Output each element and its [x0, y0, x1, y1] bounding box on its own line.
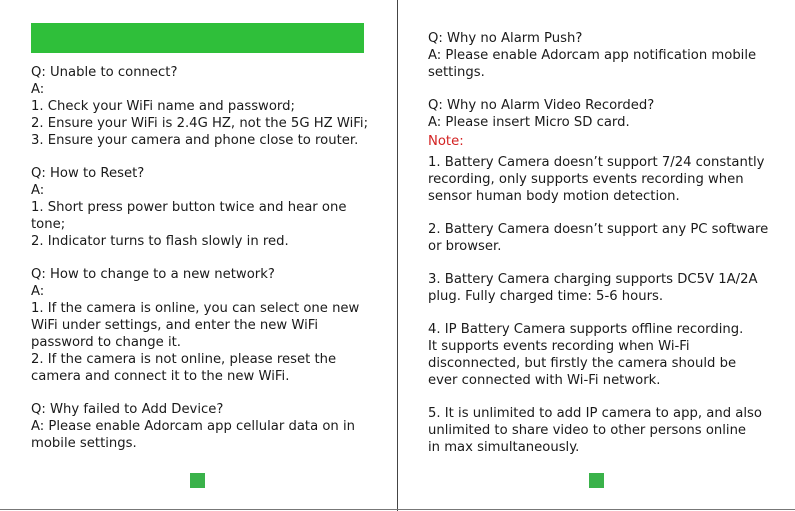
answer-continued: mobile settings.	[31, 436, 137, 451]
note-line: or browser.	[428, 239, 502, 254]
note-1	[428, 154, 778, 205]
note-line: 3. Battery Camera charging supports DC5V 1A/2A	[428, 272, 758, 287]
step-continued: tone;	[31, 217, 66, 232]
note-5	[428, 405, 778, 456]
step: 1. Short press power button twice and hear one	[31, 200, 347, 215]
answer: A: Please insert Micro SD card.	[428, 115, 630, 130]
faq-unable-to-connect	[31, 64, 383, 149]
step-continued: camera and connect it to the new WiFi.	[31, 369, 290, 384]
step-continued: password to change it.	[31, 335, 181, 350]
step-continued: WiFi under settings, and enter the new WiFi	[31, 318, 319, 333]
answer-label: A:	[31, 284, 45, 299]
right-page	[397, 0, 795, 511]
step: 2. If the camera is not online, please reset the	[31, 352, 337, 367]
bottom-rule	[0, 509, 795, 510]
note-line: unlimited to share video to other persons online	[428, 423, 747, 438]
faq-change-network	[31, 266, 383, 385]
note-line: 2. Battery Camera doesn’t support any PC software	[428, 222, 769, 237]
left-page	[0, 0, 397, 511]
right-content	[428, 30, 778, 456]
answer-continued: settings.	[428, 65, 485, 80]
question: Q: How to change to a new network?	[31, 267, 275, 282]
note-line: 4. IP Battery Camera supports offline recording.	[428, 322, 744, 337]
answer: A: Please enable Adorcam app notification mobile	[428, 48, 757, 63]
step: 3. Ensure your camera and phone close to router.	[31, 133, 359, 148]
question: Q: How to Reset?	[31, 166, 145, 181]
step: 2. Ensure your WiFi is 2.4G HZ, not the 5G HZ WiFi;	[31, 116, 369, 131]
note-line: It supports events recording when Wi-Fi	[428, 339, 690, 354]
question: Q: Why no Alarm Push?	[428, 31, 583, 46]
page-marker	[589, 473, 604, 488]
step: 1. If the camera is online, you can select one new	[31, 301, 360, 316]
note-line: 5. It is unlimited to add IP camera to app, and also	[428, 406, 762, 421]
note-line: recording, only supports events recording when	[428, 172, 744, 187]
faq-failed-add-device	[31, 401, 383, 452]
note-line: in max simultaneously.	[428, 440, 580, 455]
note-4	[428, 321, 778, 389]
question: Q: Why failed to Add Device?	[31, 402, 224, 417]
question: Q: Unable to connect?	[31, 65, 178, 80]
note-line: 1. Battery Camera doesn’t support 7/24 constantly	[428, 155, 765, 170]
header-bar	[31, 23, 364, 53]
note-line: sensor human body motion detection.	[428, 189, 680, 204]
answer: A: Please enable Adorcam app cellular data on in	[31, 419, 355, 434]
faq-no-alarm-video	[428, 97, 778, 131]
note-label: Note:	[428, 134, 464, 149]
note-line: ever connected with Wi-Fi network.	[428, 373, 661, 388]
answer-label: A:	[31, 82, 45, 97]
answer-label: A:	[31, 183, 45, 198]
page-marker	[190, 473, 205, 488]
left-content	[31, 64, 383, 452]
note-line: plug. Fully charged time: 5-6 hours.	[428, 289, 664, 304]
step: 1. Check your WiFi name and password;	[31, 99, 295, 114]
faq-how-to-reset	[31, 165, 383, 250]
note-2	[428, 221, 778, 255]
question: Q: Why no Alarm Video Recorded?	[428, 98, 655, 113]
note-line: disconnected, but firstly the camera should be	[428, 356, 737, 371]
note-3	[428, 271, 778, 305]
faq-no-alarm-push	[428, 30, 778, 81]
step: 2. Indicator turns to flash slowly in red.	[31, 234, 289, 249]
